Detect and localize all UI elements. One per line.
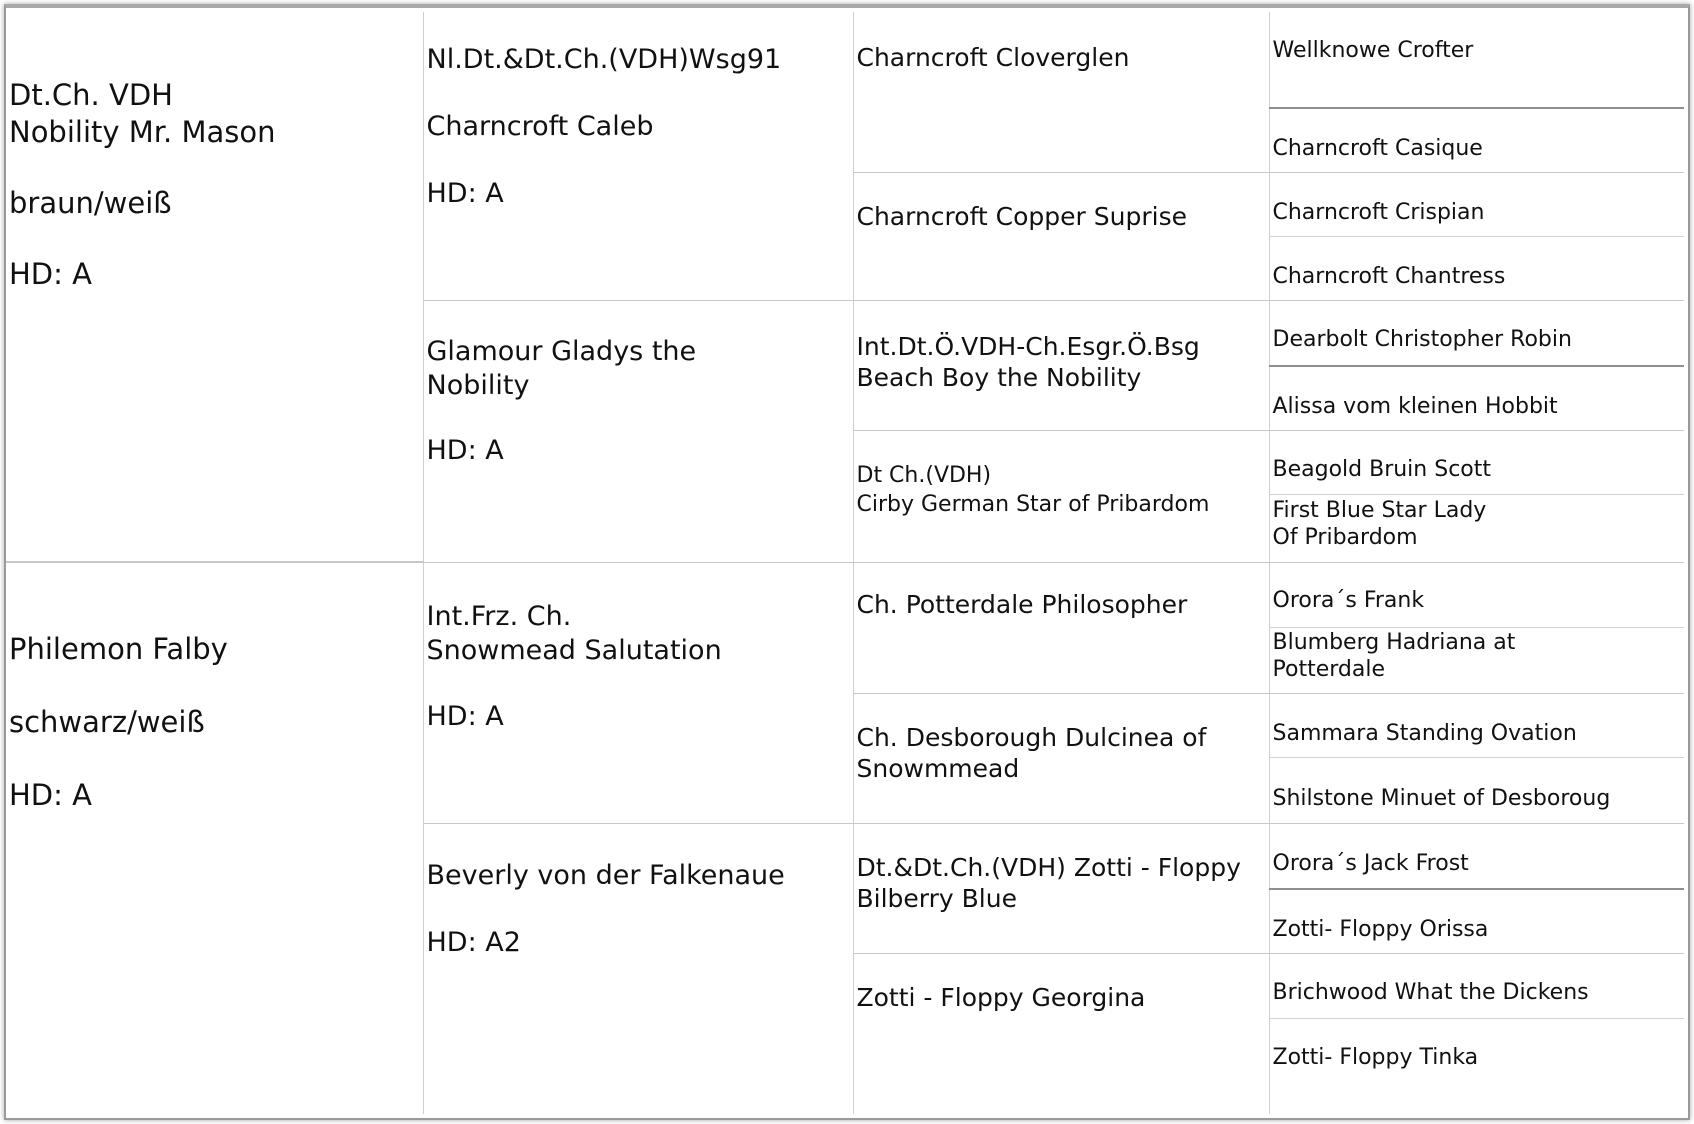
- ancestor-name-line1: Blumberg Hadriana at: [1272, 629, 1516, 655]
- sire-color: braun/weiß: [9, 186, 172, 220]
- dam-sire-name: Snowmead Salutation: [426, 634, 722, 666]
- ancestor-name: Charncroft Chantress: [1272, 263, 1506, 289]
- dam-dam-sire-name-line1: Dt.&Dt.Ch.(VDH) Zotti - Floppy: [856, 853, 1241, 883]
- ancestor-cell: [1269, 366, 1684, 430]
- ancestor-cell: [1269, 954, 1684, 1019]
- ancestor-name-line2: Of Pribardom: [1272, 524, 1418, 550]
- sire-dam-sire-cell: [853, 300, 1269, 430]
- sire-dam-dam-cell: [853, 430, 1269, 562]
- sire-hd: HD: A: [9, 257, 92, 291]
- ancestor-name: Sammara Standing Ovation: [1272, 721, 1577, 746]
- ancestor-cell: [1269, 300, 1684, 366]
- ancestor-name: Zotti- Floppy Orissa: [1272, 916, 1489, 942]
- ancestor-cell: [1269, 494, 1684, 562]
- sire-dam-name-line2: Nobility: [426, 369, 530, 401]
- sire-dam-cell: [423, 300, 853, 562]
- sire-sire-title: Nl.Dt.&Dt.Ch.(VDH)Wsg91: [426, 44, 782, 75]
- dam-cell: [6, 562, 423, 1114]
- dam-sire-dam-name-line2: Snowmmead: [856, 754, 1020, 783]
- sire-sire-dam-cell: [853, 172, 1269, 300]
- sire-sire-name: Charncroft Caleb: [426, 111, 654, 142]
- dam-sire-title: Int.Frz. Ch.: [426, 600, 572, 632]
- dam-color: schwarz/weiß: [9, 705, 205, 740]
- ancestor-cell: [1269, 694, 1684, 758]
- sire-dam-hd: HD: A: [426, 434, 504, 466]
- ancestor-cell: [1269, 1019, 1684, 1114]
- ancestor-cell: [1269, 12, 1684, 108]
- sire-dam-dam-name-line2: Cirby German Star of Pribardom: [856, 491, 1210, 517]
- sire-sire-cell: [423, 12, 853, 300]
- ancestor-cell: [1269, 430, 1684, 494]
- ancestor-cell: [1269, 627, 1684, 693]
- dam-sire-dam-name-line1: Ch. Desborough Dulcinea of: [856, 723, 1207, 752]
- ancestor-name-line2: Potterdale: [1272, 656, 1385, 682]
- sire-cell: [6, 12, 423, 562]
- sire-sire-sire-name: Charncroft Cloverglen: [856, 43, 1130, 72]
- ancestor-name: Zotti- Floppy Tinka: [1272, 1045, 1479, 1071]
- ancestor-name: Beagold Bruin Scott: [1272, 456, 1492, 482]
- dam-sire-hd: HD: A: [426, 700, 504, 732]
- sire-sire-sire-cell: [853, 12, 1269, 172]
- ancestor-name: Shilstone Minuet of Desboroug: [1272, 786, 1611, 812]
- sire-dam-sire-name-line2: Beach Boy the Nobility: [856, 362, 1142, 392]
- ancestor-name: Dearbolt Christopher Robin: [1272, 326, 1572, 352]
- ancestor-name: Alissa vom kleinen Hobbit: [1272, 394, 1558, 420]
- sire-name: Nobility Mr. Mason: [9, 115, 276, 149]
- dam-dam-cell: [423, 824, 853, 1114]
- dam-sire-dam-cell: [853, 694, 1269, 824]
- dam-sire-sire-name: Ch. Potterdale Philosopher: [856, 589, 1188, 619]
- ancestor-cell: [1269, 236, 1684, 300]
- ancestor-cell: [1269, 108, 1684, 172]
- ancestor-cell: [1269, 172, 1684, 236]
- dam-dam-hd: HD: A2: [426, 927, 521, 959]
- sire-sire-hd: HD: A: [426, 178, 504, 209]
- dam-sire-cell: [423, 562, 853, 823]
- pedigree-table: [6, 12, 1684, 1114]
- ancestor-cell: [1269, 824, 1684, 889]
- dam-hd: HD: A: [9, 778, 92, 813]
- dam-dam-sire-cell: [853, 824, 1269, 954]
- dam-dam-sire-name-line2: Bilberry Blue: [856, 884, 1017, 914]
- ancestor-name: Charncroft Crispian: [1272, 199, 1485, 225]
- sire-dam-name-line1: Glamour Gladys the: [426, 335, 697, 367]
- sire-title: Dt.Ch. VDH: [9, 78, 173, 112]
- sire-dam-dam-name-line1: Dt Ch.(VDH): [856, 462, 992, 488]
- ancestor-cell: [1269, 758, 1684, 824]
- table-row: [6, 12, 1684, 108]
- ancestor-cell: [1269, 562, 1684, 627]
- dam-dam-dam-cell: [853, 954, 1269, 1114]
- dam-name: Philemon Falby: [9, 632, 228, 667]
- sire-sire-dam-name: Charncroft Copper Suprise: [856, 201, 1187, 231]
- ancestor-name: Orora´s Jack Frost: [1272, 851, 1469, 877]
- sire-dam-sire-name-line1: Int.Dt.Ö.VDH-Ch.Esgr.Ö.Bsg: [856, 331, 1200, 361]
- ancestor-cell: [1269, 889, 1684, 954]
- dam-dam-name: Beverly von der Falkenaue: [426, 860, 785, 892]
- ancestor-name-line1: First Blue Star Lady: [1272, 497, 1487, 523]
- ancestor-name: Charncroft Casique: [1272, 136, 1483, 162]
- ancestor-name: Brichwood What the Dickens: [1272, 980, 1589, 1006]
- ancestor-name: Wellknowe Crofter: [1272, 38, 1474, 63]
- table-row: [6, 562, 1684, 627]
- dam-sire-sire-cell: [853, 562, 1269, 693]
- dam-dam-dam-name: Zotti - Floppy Georgina: [856, 983, 1146, 1013]
- ancestor-name: Orora´s Frank: [1272, 587, 1425, 613]
